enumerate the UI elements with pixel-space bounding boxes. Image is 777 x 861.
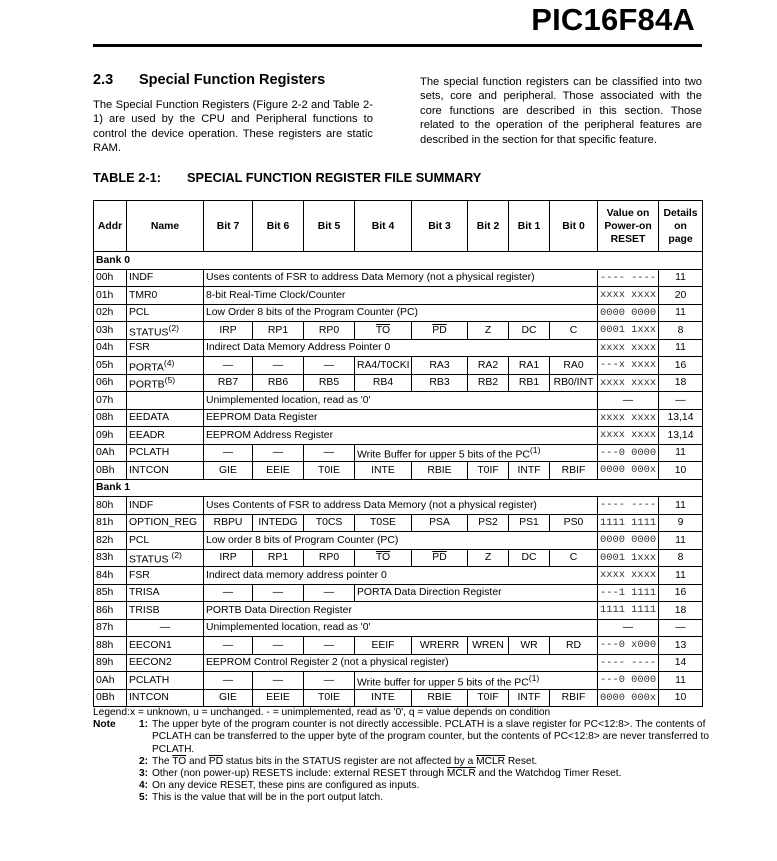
cell-bit6: INTEDG <box>253 514 304 532</box>
cell-description: PORTB Data Direction Register <box>204 602 598 620</box>
cell-name <box>127 322 204 340</box>
cell-page: 11 <box>659 497 703 515</box>
cell-page: 13 <box>659 637 703 655</box>
cell-description: Indirect Data Memory Address Pointer 0 <box>204 339 598 357</box>
table-row <box>94 672 703 690</box>
cell-page: — <box>659 619 703 637</box>
note-text-part: MCLR <box>476 755 505 767</box>
cell-addr: 01h <box>94 287 127 305</box>
cell-addr: 81h <box>94 514 127 532</box>
table-row <box>94 584 703 602</box>
cell-addr: 86h <box>94 602 127 620</box>
cell-reset-value: — <box>598 392 659 410</box>
cell-bit7: — <box>204 357 253 375</box>
cell-bit0: RD <box>550 637 598 655</box>
cell-bit6: RP1 <box>253 322 304 340</box>
cell-addr: 05h <box>94 357 127 375</box>
section-intro-right: The special function registers can be classified into two sets, core and peripheral. Those associated with the core functions are described in this section. Those related to the operation of the peripheral features are described in the section for that specific feature. <box>420 76 702 146</box>
cell-page: 18 <box>659 602 703 620</box>
table-caption <box>93 170 481 185</box>
note-text-part: MCLR <box>446 768 476 780</box>
cell-bit4: EEIF <box>355 637 412 655</box>
header-bit5: Bit 5 <box>304 201 355 252</box>
cell-page: 14 <box>659 654 703 672</box>
cell-addr: 87h <box>94 619 127 637</box>
cell-reset-value: xxxx xxxx <box>598 409 659 427</box>
description-text: Write buffer for upper 5 bits of the PC <box>357 676 529 688</box>
note-text-part: Other (non power-up) RESETS include: external RESET through <box>152 768 447 780</box>
footnote-ref: (4) <box>163 357 175 368</box>
cell-addr: 08h <box>94 409 127 427</box>
section-intro-left: The Special Function Registers (Figure 2-2 and Table 2-1) are used by the CPU and Peripheral functions to control the device operation. These registers are static RAM. <box>93 99 373 155</box>
note-number: 2: <box>138 755 148 767</box>
note-text-part: and the Watchdog Timer Reset. <box>475 768 622 780</box>
cell-page: 20 <box>659 287 703 305</box>
cell-bit5: T0CS <box>304 514 355 532</box>
cell-name: PCLATH <box>127 672 204 690</box>
cell-bit0: C <box>550 322 598 340</box>
cell-name: FSR <box>127 567 204 585</box>
cell-name: TRISA <box>127 584 204 602</box>
cell-page: 11 <box>659 304 703 322</box>
bank-label: Bank 1 <box>94 479 703 497</box>
cell-bit2: RB2 <box>468 374 509 392</box>
table-row <box>94 689 703 707</box>
cell-addr: 09h <box>94 427 127 445</box>
note-text-part: $\overline{PD}$ <box>208 755 223 767</box>
cell-bit2: PS2 <box>468 514 509 532</box>
cell-bit4: T0SE <box>355 514 412 532</box>
cell-reset-value: ---0 0000 <box>598 444 659 462</box>
cell-page: 11 <box>659 339 703 357</box>
cell-addr: 02h <box>94 304 127 322</box>
cell-reset-value: 0000 0000 <box>598 304 659 322</box>
cell-bit0: RB0/INT <box>550 374 598 392</box>
cell-description: Low order 8 bits of Program Counter (PC) <box>204 532 598 550</box>
sfr-table <box>93 200 703 707</box>
register-name: PORTB <box>129 379 165 391</box>
cell-addr: 04h <box>94 339 127 357</box>
cell-bit4: $\overline{TO}$ <box>355 549 412 567</box>
table-row <box>94 304 703 322</box>
cell-reset-value: 0000 000x <box>598 462 659 480</box>
cell-reset-value: 1111 1111 <box>598 602 659 620</box>
cell-bit1: DC <box>509 549 550 567</box>
cell-page: 8 <box>659 549 703 567</box>
cell-bit3: PSA <box>412 514 468 532</box>
note-number: 1: <box>138 719 148 731</box>
cell-bit5: — <box>304 584 355 602</box>
note-number: 5: <box>138 792 148 804</box>
footnote-ref: (1) <box>528 672 540 683</box>
cell-page: 11 <box>659 444 703 462</box>
table-row <box>94 619 703 637</box>
cell-reset-value: 0001 1xxx <box>598 322 659 340</box>
cell-bit3: RA3 <box>412 357 468 375</box>
note-text-part: status bits in the STATUS register are not affected by a <box>223 755 477 767</box>
cell-bit6: RP1 <box>253 549 304 567</box>
cell-reset-value: 0000 0000 <box>598 532 659 550</box>
cell-bit7: — <box>204 672 253 690</box>
cell-addr: 00h <box>94 269 127 287</box>
note-text-part: The <box>152 755 173 767</box>
cell-description: Low Order 8 bits of the Program Counter (PC) <box>204 304 598 322</box>
table-row <box>94 462 703 480</box>
cell-bit6: EEIE <box>253 689 304 707</box>
cell-reset-value: xxxx xxxx <box>598 339 659 357</box>
cell-description <box>355 444 598 462</box>
cell-name: INDF <box>127 497 204 515</box>
cell-bit5: T0IE <box>304 689 355 707</box>
note-row <box>93 768 713 780</box>
table-row <box>94 532 703 550</box>
cell-page: — <box>659 392 703 410</box>
cell-bit5: RP0 <box>304 549 355 567</box>
table-title: SPECIAL FUNCTION REGISTER FILE SUMMARY <box>187 170 482 185</box>
cell-bit3: RB3 <box>412 374 468 392</box>
cell-bit4: RB4 <box>355 374 412 392</box>
cell-bit5: — <box>304 672 355 690</box>
cell-bit5: RB5 <box>304 374 355 392</box>
legend-row <box>93 707 713 719</box>
cell-name: PCL <box>127 304 204 322</box>
cell-page: 11 <box>659 532 703 550</box>
cell-description: Uses contents of FSR to address Data Memory (not a physical register) <box>204 269 598 287</box>
cell-reset-value: 0001 1xxx <box>598 549 659 567</box>
table-row <box>94 497 703 515</box>
cell-bit6: — <box>253 672 304 690</box>
cell-bit6: — <box>253 444 304 462</box>
cell-addr: 88h <box>94 637 127 655</box>
cell-bit2: Z <box>468 322 509 340</box>
cell-bit6: RB6 <box>253 374 304 392</box>
cell-bit2: WREN <box>468 637 509 655</box>
cell-reset-value: xxxx xxxx <box>598 287 659 305</box>
register-name: PORTA <box>129 361 164 373</box>
bank-label: Bank 0 <box>94 252 703 270</box>
cell-page: 11 <box>659 672 703 690</box>
cell-name: TMR0 <box>127 287 204 305</box>
cell-reset-value: ---0 x000 <box>598 637 659 655</box>
cell-description: Uses Contents of FSR to address Data Memory (not a physical register) <box>204 497 598 515</box>
cell-name: EEADR <box>127 427 204 445</box>
footnote-ref: (1) <box>529 445 541 456</box>
note-text: On any device RESET, these pins are configured as inputs. <box>152 780 420 792</box>
cell-bit5: RP0 <box>304 322 355 340</box>
note-spacer <box>93 768 130 780</box>
cell-bit5: — <box>304 637 355 655</box>
cell-bit7: IRP <box>204 322 253 340</box>
cell-name: EECON1 <box>127 637 204 655</box>
cell-bit7: RBPU <box>204 514 253 532</box>
note-row <box>93 792 713 804</box>
note-row <box>93 756 713 768</box>
cell-addr: 03h <box>94 322 127 340</box>
cell-name: INTCON <box>127 462 204 480</box>
cell-bit2: T0IF <box>468 462 509 480</box>
table-row <box>94 339 703 357</box>
header-bit0: Bit 0 <box>550 201 598 252</box>
cell-page: 11 <box>659 567 703 585</box>
cell-name: TRISB <box>127 602 204 620</box>
cell-bit7: GIE <box>204 689 253 707</box>
cell-bit7: — <box>204 584 253 602</box>
cell-bit0: C <box>550 549 598 567</box>
cell-bit3: RBIE <box>412 689 468 707</box>
header-details-page: Details on page <box>659 201 703 252</box>
cell-addr: 89h <box>94 654 127 672</box>
cell-page: 8 <box>659 322 703 340</box>
cell-bit1: PS1 <box>509 514 550 532</box>
cell-description: Unimplemented location, read as '0' <box>204 392 598 410</box>
cell-reset-value: xxxx xxxx <box>598 427 659 445</box>
cell-name <box>127 392 204 410</box>
note-text-part: $\overline{TO}$ <box>172 755 187 767</box>
cell-bit4: $\overline{TO}$ <box>355 322 412 340</box>
cell-bit7: — <box>204 444 253 462</box>
cell-bit2: T0IF <box>468 689 509 707</box>
cell-name: PCL <box>127 532 204 550</box>
cell-description: EEPROM Address Register <box>204 427 598 445</box>
cell-name: OPTION_REG <box>127 514 204 532</box>
description-text: Write Buffer for upper 5 bits of the PC <box>357 449 530 461</box>
cell-addr: 83h <box>94 549 127 567</box>
table-row <box>94 654 703 672</box>
table-row <box>94 322 703 340</box>
cell-bit1: RB1 <box>509 374 550 392</box>
cell-page: 13,14 <box>659 409 703 427</box>
note-row <box>93 719 713 756</box>
header-rule <box>93 44 702 47</box>
cell-reset-value: — <box>598 619 659 637</box>
footnote-ref: (2) <box>168 322 180 333</box>
cell-bit6: — <box>253 357 304 375</box>
cell-name: PCLATH <box>127 444 204 462</box>
cell-name: INTCON <box>127 689 204 707</box>
document-title: PIC16F84A <box>531 2 695 37</box>
header-bit1: Bit 1 <box>509 201 550 252</box>
note-spacer <box>93 756 130 768</box>
cell-addr: 85h <box>94 584 127 602</box>
cell-reset-value: 1111 1111 <box>598 514 659 532</box>
cell-bit7: RB7 <box>204 374 253 392</box>
cell-bit3: $\overline{PD}$ <box>412 322 468 340</box>
note-text-part: Reset. <box>504 755 538 767</box>
cell-addr: 80h <box>94 497 127 515</box>
cell-name <box>127 357 204 375</box>
cell-bit5: T0IE <box>304 462 355 480</box>
cell-bit6: EEIE <box>253 462 304 480</box>
table-row <box>94 409 703 427</box>
table-row <box>94 392 703 410</box>
cell-addr: 0Ah <box>94 444 127 462</box>
note-spacer <box>93 780 130 792</box>
section-number: 2.3 <box>93 72 114 88</box>
header-value-on-reset: Value on Power-on RESET <box>598 201 659 252</box>
table-row <box>94 427 703 445</box>
cell-bit6: — <box>253 637 304 655</box>
note-text: The upper byte of the program counter is not directly accessible. PCLATH is a slave register for PC<12:8>. The contents of PCLATH can be transferred to the upper byte of the program counter, but the contents of PC<12:8> are never transferred to PCLATH. <box>152 719 710 755</box>
footnote-ref: (2) <box>171 550 182 561</box>
cell-reset-value: ---- ---- <box>598 497 659 515</box>
cell-description: Indirect data memory address pointer 0 <box>204 567 598 585</box>
bank-row <box>94 252 703 270</box>
cell-addr: 07h <box>94 392 127 410</box>
table-row <box>94 374 703 392</box>
note-number: 4: <box>138 780 148 792</box>
note-text <box>152 756 713 768</box>
cell-page: 9 <box>659 514 703 532</box>
cell-addr: 0Ah <box>94 672 127 690</box>
header-bit4: Bit 4 <box>355 201 412 252</box>
note-text: This is the value that will be in the port output latch. <box>152 792 384 804</box>
cell-bit0: RBIF <box>550 689 598 707</box>
header-bit2: Bit 2 <box>468 201 509 252</box>
cell-bit0: RA0 <box>550 357 598 375</box>
cell-page: 13,14 <box>659 427 703 445</box>
bank-row <box>94 479 703 497</box>
cell-bit3: $\overline{PD}$ <box>412 549 468 567</box>
cell-reset-value: xxxx xxxx <box>598 374 659 392</box>
cell-addr: 0Bh <box>94 689 127 707</box>
cell-description: EEPROM Control Register 2 (not a physical register) <box>204 654 598 672</box>
table-label: TABLE 2-1: <box>93 170 162 185</box>
cell-reset-value: xxxx xxxx <box>598 567 659 585</box>
cell-bit4: INTE <box>355 689 412 707</box>
cell-reset-value: ---1 1111 <box>598 584 659 602</box>
cell-page: 10 <box>659 689 703 707</box>
cell-reset-value: ---0 0000 <box>598 672 659 690</box>
header-bit6: Bit 6 <box>253 201 304 252</box>
cell-description: EEPROM Data Register <box>204 409 598 427</box>
cell-bit2: Z <box>468 549 509 567</box>
table-header-row <box>94 201 703 252</box>
table-row <box>94 549 703 567</box>
cell-bit5: — <box>304 357 355 375</box>
header-name: Name <box>127 201 204 252</box>
header-bit3: Bit 3 <box>412 201 468 252</box>
cell-page: 10 <box>659 462 703 480</box>
cell-bit3: RBIE <box>412 462 468 480</box>
cell-addr: 84h <box>94 567 127 585</box>
cell-bit1: RA1 <box>509 357 550 375</box>
section-title: Special Function Registers <box>139 72 326 88</box>
cell-bit0: RBIF <box>550 462 598 480</box>
table-row <box>94 567 703 585</box>
register-name: STATUS <box>129 326 169 338</box>
cell-page: 16 <box>659 584 703 602</box>
cell-bit5: — <box>304 444 355 462</box>
table-row <box>94 602 703 620</box>
cell-reset-value: ---x xxxx <box>598 357 659 375</box>
table-row <box>94 357 703 375</box>
cell-bit1: INTF <box>509 462 550 480</box>
legend-label: Legend: <box>93 707 130 718</box>
cell-reset-value: ---- ---- <box>598 654 659 672</box>
footnote-ref: (5) <box>164 375 176 386</box>
cell-bit7: IRP <box>204 549 253 567</box>
note-spacer <box>93 792 130 804</box>
table-row <box>94 444 703 462</box>
cell-name <box>127 374 204 392</box>
cell-bit3: WRERR <box>412 637 468 655</box>
note-number: 3: <box>138 768 148 780</box>
note-text <box>152 768 713 780</box>
cell-reset-value: ---- ---- <box>598 269 659 287</box>
table-legend <box>93 707 713 805</box>
cell-bit2: RA2 <box>468 357 509 375</box>
cell-page: 16 <box>659 357 703 375</box>
cell-name: EEDATA <box>127 409 204 427</box>
header-addr: Addr <box>94 201 127 252</box>
cell-bit0: PS0 <box>550 514 598 532</box>
cell-name: — <box>127 619 204 637</box>
cell-description <box>355 672 598 690</box>
note-row <box>93 780 713 792</box>
cell-addr: 0Bh <box>94 462 127 480</box>
cell-bit6: — <box>253 584 304 602</box>
register-name: STATUS <box>129 554 169 566</box>
note-text-part: and <box>186 755 209 767</box>
cell-description: Unimplemented location, read as '0' <box>204 619 598 637</box>
cell-page: 11 <box>659 269 703 287</box>
table-row <box>94 637 703 655</box>
section-heading <box>93 72 325 88</box>
cell-bit1: DC <box>509 322 550 340</box>
table-row <box>94 287 703 305</box>
legend-text: x = unknown, u = unchanged. - = unimplemented, read as '0', q = value depends on condition <box>130 707 551 718</box>
cell-description: 8-bit Real-Time Clock/Counter <box>204 287 598 305</box>
cell-addr: 06h <box>94 374 127 392</box>
header-bit7: Bit 7 <box>204 201 253 252</box>
table-row <box>94 269 703 287</box>
table-row <box>94 514 703 532</box>
cell-page: 18 <box>659 374 703 392</box>
cell-bit1: WR <box>509 637 550 655</box>
cell-name: EECON2 <box>127 654 204 672</box>
cell-bit7: GIE <box>204 462 253 480</box>
cell-addr: 82h <box>94 532 127 550</box>
note-label: Note <box>93 719 116 731</box>
cell-name: INDF <box>127 269 204 287</box>
cell-bit4: RA4/T0CKI <box>355 357 412 375</box>
cell-bit7: — <box>204 637 253 655</box>
cell-bit1: INTF <box>509 689 550 707</box>
cell-description: PORTA Data Direction Register <box>355 584 598 602</box>
cell-name <box>127 549 204 567</box>
cell-reset-value: 0000 000x <box>598 689 659 707</box>
cell-name: FSR <box>127 339 204 357</box>
cell-bit4: INTE <box>355 462 412 480</box>
